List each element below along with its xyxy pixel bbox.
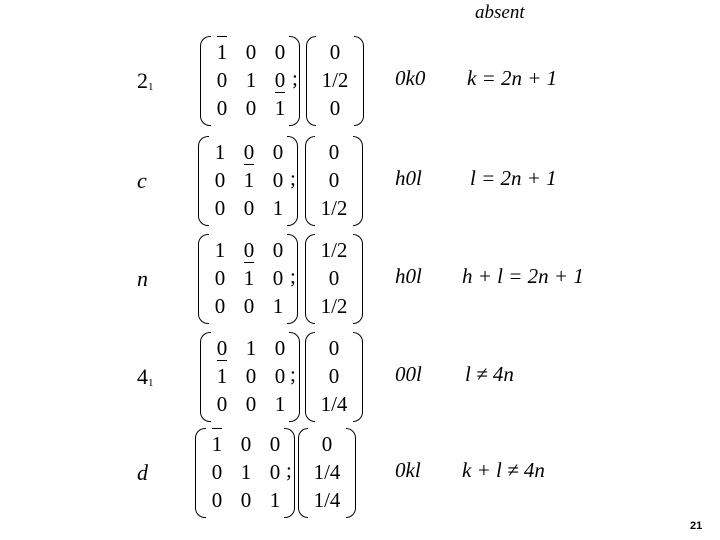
matrix-cell: 0 — [216, 96, 228, 120]
reflection-class: h0l — [395, 264, 422, 288]
matrix-cell: 0 — [274, 68, 286, 92]
operation-row — [0, 34, 720, 134]
matrix-cell: 1 — [214, 238, 226, 262]
page-number: 21 — [690, 520, 703, 532]
matrix-cell: 0 — [214, 196, 226, 220]
operation-row — [0, 134, 720, 234]
vector-component: 0 — [328, 266, 340, 290]
matrix-cell: 0 — [245, 40, 257, 64]
matrix-cell: 0 — [214, 168, 226, 192]
matrix-cell: 0 — [243, 294, 255, 318]
operation-symbol-main: c — [137, 168, 147, 193]
matrix-cell: 0 — [272, 238, 284, 262]
operation-symbol-main: d — [137, 460, 148, 485]
matrix-cell: 0 — [245, 392, 257, 416]
operation-symbol-subscript: 1 — [148, 81, 154, 93]
matrix-cell: 0 — [243, 238, 255, 262]
operation-row — [0, 330, 720, 430]
matrix-cell: 1 — [274, 392, 286, 416]
vector-component: 0 — [321, 432, 333, 456]
vector-component: 1/4 — [313, 488, 341, 512]
separator-semicolon: ; — [290, 166, 296, 190]
operation-symbol — [137, 364, 154, 390]
separator-semicolon: ; — [292, 66, 298, 90]
matrix-cell: 0 — [269, 460, 281, 484]
translation-vector — [305, 332, 363, 420]
matrix-cell: 1 — [203, 431, 231, 457]
matrix-cell: 1 — [245, 336, 257, 360]
rotation-matrix — [200, 332, 300, 420]
operation-row — [0, 426, 720, 526]
matrix-cell: 1 — [245, 68, 257, 92]
operation-symbol — [137, 168, 147, 194]
vector-component: 1/2 — [320, 196, 348, 220]
matrix-cell: 0 — [272, 140, 284, 164]
vector-component: 1/4 — [313, 460, 341, 484]
operation-symbol-main: 2 — [137, 68, 148, 93]
operation-symbol-main: 4 — [137, 364, 148, 389]
matrix-cell: 0 — [274, 364, 286, 388]
matrix-cell: 1 — [240, 460, 252, 484]
matrix-cell: 1 — [269, 488, 281, 512]
matrix-cell: 0 — [272, 168, 284, 192]
operation-symbol-main: n — [137, 266, 148, 291]
matrix-cell: 0 — [211, 460, 223, 484]
matrix-cell: 0 — [211, 488, 223, 512]
matrix-cell: 0 — [240, 432, 252, 456]
reflection-class: 00l — [395, 362, 422, 386]
vector-component: 0 — [328, 364, 340, 388]
reflection-class: 0kl — [395, 458, 421, 482]
matrix-cell: 0 — [214, 266, 226, 290]
translation-vector — [305, 136, 363, 224]
separator-semicolon: ; — [290, 264, 296, 288]
absence-condition: l = 2n + 1 — [470, 166, 557, 190]
matrix-cell: 0 — [214, 294, 226, 318]
operation-symbol — [137, 460, 148, 486]
matrix-cell: 0 — [245, 364, 257, 388]
matrix-cell: 1 — [266, 95, 294, 121]
vector-component: 0 — [328, 168, 340, 192]
vector-component: 0 — [329, 96, 341, 120]
rotation-matrix — [198, 136, 298, 224]
rotation-matrix — [200, 36, 300, 124]
matrix-cell: 1 — [214, 140, 226, 164]
reflection-class: h0l — [395, 166, 422, 190]
matrix-cell: 1 — [235, 167, 263, 193]
matrix-cell: 0 — [245, 96, 257, 120]
translation-vector — [306, 36, 364, 124]
operation-symbol — [137, 68, 154, 94]
absence-condition: h + l = 2n + 1 — [462, 264, 584, 288]
vector-component: 1/2 — [321, 68, 349, 92]
matrix-cell: 1 — [235, 265, 263, 291]
vector-component: 0 — [328, 336, 340, 360]
matrix-cell: 0 — [272, 266, 284, 290]
operation-symbol-subscript: 1 — [148, 377, 154, 389]
matrix-cell: 1 — [208, 363, 236, 389]
operation-row — [0, 232, 720, 332]
vector-component: 0 — [329, 40, 341, 64]
absence-condition: k = 2n + 1 — [467, 66, 558, 90]
matrix-cell: 1 — [272, 294, 284, 318]
matrix-cell: 0 — [243, 196, 255, 220]
matrix-cell: 0 — [269, 432, 281, 456]
matrix-cell: 0 — [243, 140, 255, 164]
translation-vector — [305, 234, 363, 322]
separator-semicolon: ; — [290, 362, 296, 386]
matrix-cell: 1 — [208, 39, 236, 65]
matrix-cell: 1 — [272, 196, 284, 220]
matrix-cell: 0 — [216, 336, 228, 360]
matrix-cell: 0 — [216, 392, 228, 416]
vector-component: 1/4 — [320, 392, 348, 416]
rotation-matrix — [198, 234, 298, 322]
translation-vector — [298, 428, 356, 516]
absent-header: absent — [475, 2, 525, 23]
reflection-class: 0k0 — [395, 66, 426, 90]
vector-component: 1/2 — [320, 238, 348, 262]
rotation-matrix — [195, 428, 295, 516]
matrix-cell: 0 — [240, 488, 252, 512]
separator-semicolon: ; — [286, 458, 292, 482]
operation-symbol — [137, 266, 148, 292]
matrix-cell: 0 — [216, 68, 228, 92]
vector-component: 0 — [328, 140, 340, 164]
absence-condition: k + l ≠ 4n — [462, 458, 545, 482]
absence-condition: l ≠ 4n — [465, 362, 514, 386]
matrix-cell: 0 — [274, 40, 286, 64]
vector-component: 1/2 — [320, 294, 348, 318]
matrix-cell: 0 — [274, 336, 286, 360]
